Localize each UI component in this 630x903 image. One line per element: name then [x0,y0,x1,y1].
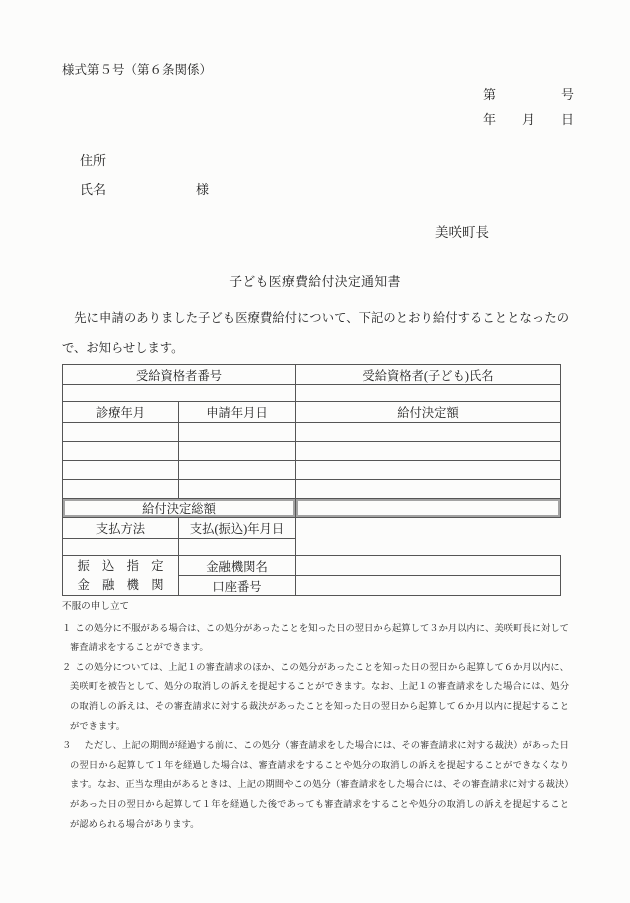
table-row [63,461,561,480]
objection-item-2 [62,659,569,737]
payment-date-header: 支払(振込)年月日 [179,518,296,539]
number-date-block [483,82,574,132]
application-date-header: 申請年月日 [179,402,296,423]
recipient-number-header: 受給資格者番号 [63,365,296,385]
treatment-month-value [63,461,179,480]
name-label: 氏名 [80,182,107,197]
payment-method-value [63,539,179,556]
table-row [63,518,561,539]
transfer-bank-label-line1: 振 込 指 定 [77,558,164,573]
objection-section [62,597,569,835]
table-row [63,385,561,402]
payment-open-cell [296,518,561,556]
treatment-month-header: 診療年月 [63,402,179,423]
bank-name-value [296,556,561,576]
table-row [63,365,561,385]
recipient-name-value [296,385,561,402]
table-row [63,402,561,423]
benefit-amount-value [296,442,561,461]
table-row [63,442,561,461]
objection-item-text: この処分については、上記１の審査請求のほか、この処分があったことを知った日の翌日から起算して６か月以内に、美咲町を被告として、処分の取消しの訴えを提起することができます。なお、上記１の審査請求をした場合には、処分の取消しの訴えは、その審査請求に対する裁決があったことを知った日の翌日から起算して６か月以内に提起することができます。 [70,662,569,732]
application-date-value [179,423,296,442]
recipient-name-header: 受給資格者(子ども)氏名 [296,365,561,385]
recipient-number-value [63,385,296,402]
account-number-header: 口座番号 [179,576,296,596]
total-value [296,499,561,518]
table-row [63,556,561,576]
objection-item-1 [62,620,569,659]
total-row [63,499,561,518]
payment-date-value [179,539,296,556]
objection-heading: 不服の申し立て [62,601,130,612]
address-label: 住所 [80,153,107,168]
benefit-amount-value [296,480,561,499]
transfer-bank-label-line2: 金 融 機 関 [77,577,164,592]
honorific-label: 様 [196,182,210,197]
transfer-bank-label [63,556,179,596]
document-number-line: 第 号 [482,87,574,102]
table-row [63,480,561,499]
total-label: 給付決定総額 [63,499,296,518]
body-paragraph: 先に申請のありました子ども医療費給付について、下記のとおり給付することとなったので、お知らせします。 [62,311,569,355]
payment-method-header: 支払方法 [63,518,179,539]
document-date-line: 年 月 日 [482,112,574,127]
benefit-amount-header: 給付決定額 [296,402,561,423]
treatment-month-value [63,423,179,442]
benefit-amount-value [296,461,561,480]
application-date-value [179,442,296,461]
table-row [63,423,561,442]
name-line [80,179,209,198]
treatment-month-value [63,442,179,461]
objection-item-number: １ [62,623,72,634]
objection-item-number: ２ [62,662,72,673]
page-title: 子ども医療費給付決定通知書 [229,275,401,289]
treatment-month-value [63,480,179,499]
issuer-name: 美咲町長 [435,225,489,240]
application-date-value [179,480,296,499]
form-number: 様式第５号（第６条関係） [62,63,213,77]
objection-item-3 [62,737,569,835]
benefit-table [62,364,561,596]
objection-item-text: この処分に不服がある場合は、この処分があったことを知った日の翌日から起算して３か月以内に、美咲町長に対して審査請求をすることができます。 [70,623,569,654]
account-number-value [296,576,561,596]
benefit-amount-value [296,423,561,442]
bank-name-header: 金融機関名 [179,556,296,576]
application-date-value [179,461,296,480]
objection-item-text: ただし、上記の期間が経過する前に、この処分（審査請求をした場合には、その審査請求に対する裁決）があった日の翌日から起算して１年を経過した場合は、審査請求をすることや処分の取消しの訴えを提起することができなくなります。なお、正当な理由があるときは、上記の期間やこの処分（審査請求をした場合には、その審査請求に対する裁決）があった日の翌日から起算して１年を経過した後であっても審査請求をすることや処分の取消しの訴えを提起することが認められる場合があります。 [70,741,569,830]
objection-item-number: ３ [62,741,72,752]
